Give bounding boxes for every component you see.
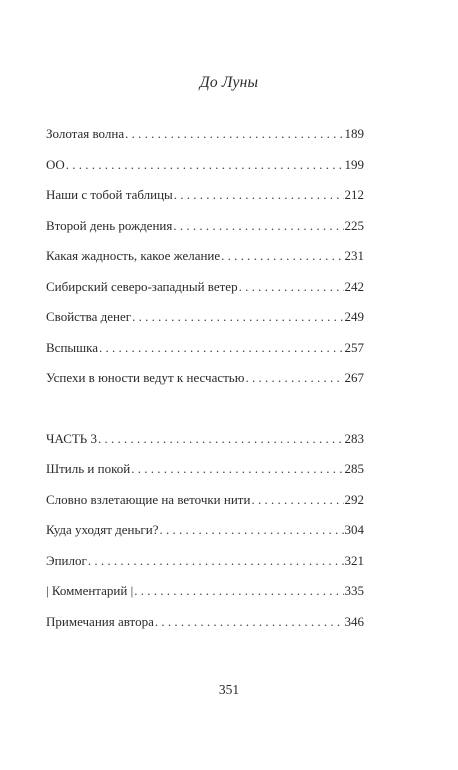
toc-entry-title: Успехи в юности ведут к несчастью: [46, 370, 245, 385]
toc-entry-title: Примечания автора: [46, 613, 154, 629]
toc-entry-title: Свойства денег: [46, 309, 132, 324]
toc-entry: [46, 248, 364, 279]
toc-entry-page: 249: [344, 309, 364, 324]
toc-entry-title: ЧАСТЬ 3: [46, 430, 98, 446]
toc-entry-title: Наши с тобой таблицы: [46, 187, 173, 202]
toc-entry: [46, 187, 364, 218]
toc-entry: [46, 157, 364, 188]
dot-leader: [134, 583, 343, 599]
dot-leader: [245, 370, 343, 386]
dot-leader: [155, 614, 344, 630]
toc-entry-page: 199: [344, 156, 364, 172]
toc-entry-page: 346: [344, 613, 364, 629]
toc-entry: [46, 340, 364, 371]
toc-entry-title: Куда уходят деньги?: [46, 522, 159, 537]
dot-leader: [160, 522, 344, 538]
dot-leader: [131, 461, 343, 477]
toc-entry-title: ОО: [46, 156, 65, 172]
toc-entry: [46, 309, 364, 340]
toc-entry-page: 225: [344, 217, 364, 233]
table-of-contents: [46, 126, 364, 644]
toc-entry-title: Второй день рождения: [46, 217, 173, 233]
page-number: 351: [218, 682, 240, 697]
dot-leader: [88, 553, 344, 569]
toc-entry: [46, 461, 364, 492]
toc-entry: [46, 492, 364, 523]
dot-leader: [125, 126, 343, 142]
toc-entry-title: Словно взлетающие на веточки нити: [46, 491, 251, 507]
toc-entry-title: Сибирский северо-западный ветер: [46, 278, 238, 294]
toc-entry-title: Золотая волна: [46, 126, 125, 141]
toc-part-heading: [46, 431, 364, 462]
dot-leader: [239, 279, 344, 295]
dot-leader: [251, 492, 343, 508]
toc-entry-page: 242: [344, 278, 364, 294]
dot-leader: [173, 218, 343, 234]
toc-entry-title: | Комментарий |: [46, 583, 134, 598]
toc-entry: [46, 553, 364, 584]
dot-leader: [174, 187, 344, 203]
toc-entry-page: 189: [344, 126, 364, 141]
toc-entry-page: 267: [344, 370, 364, 385]
toc-entry-page: 283: [344, 430, 364, 446]
toc-entry-title: Какая жадность, какое желание: [46, 248, 221, 263]
toc-entry: [46, 522, 364, 553]
dot-leader: [132, 309, 343, 325]
section-title: До Луны: [199, 74, 259, 91]
toc-entry-title: Штиль и покой: [46, 461, 131, 476]
toc-entry-page: 321: [344, 552, 364, 568]
toc-entry: [46, 583, 364, 614]
toc-entry-page: 212: [344, 187, 364, 202]
toc-entry-page: 292: [344, 491, 364, 507]
toc-entry: [46, 279, 364, 310]
dot-leader: [66, 157, 344, 173]
dot-leader: [221, 248, 343, 264]
toc-entry-page: 257: [344, 339, 364, 355]
toc-entry: [46, 370, 364, 401]
toc-entry: [46, 218, 364, 249]
toc-entry: [46, 126, 364, 157]
toc-entry-title: Вспышка: [46, 339, 99, 355]
dot-leader: [98, 431, 343, 447]
toc-entry-page: 335: [344, 583, 364, 598]
dot-leader: [99, 340, 343, 356]
toc-entry-page: 304: [344, 522, 364, 537]
toc-entry: [46, 614, 364, 645]
toc-entry-page: 231: [344, 248, 364, 263]
toc-entry-page: 285: [344, 461, 364, 476]
toc-entry-title: Эпилог: [46, 552, 87, 568]
